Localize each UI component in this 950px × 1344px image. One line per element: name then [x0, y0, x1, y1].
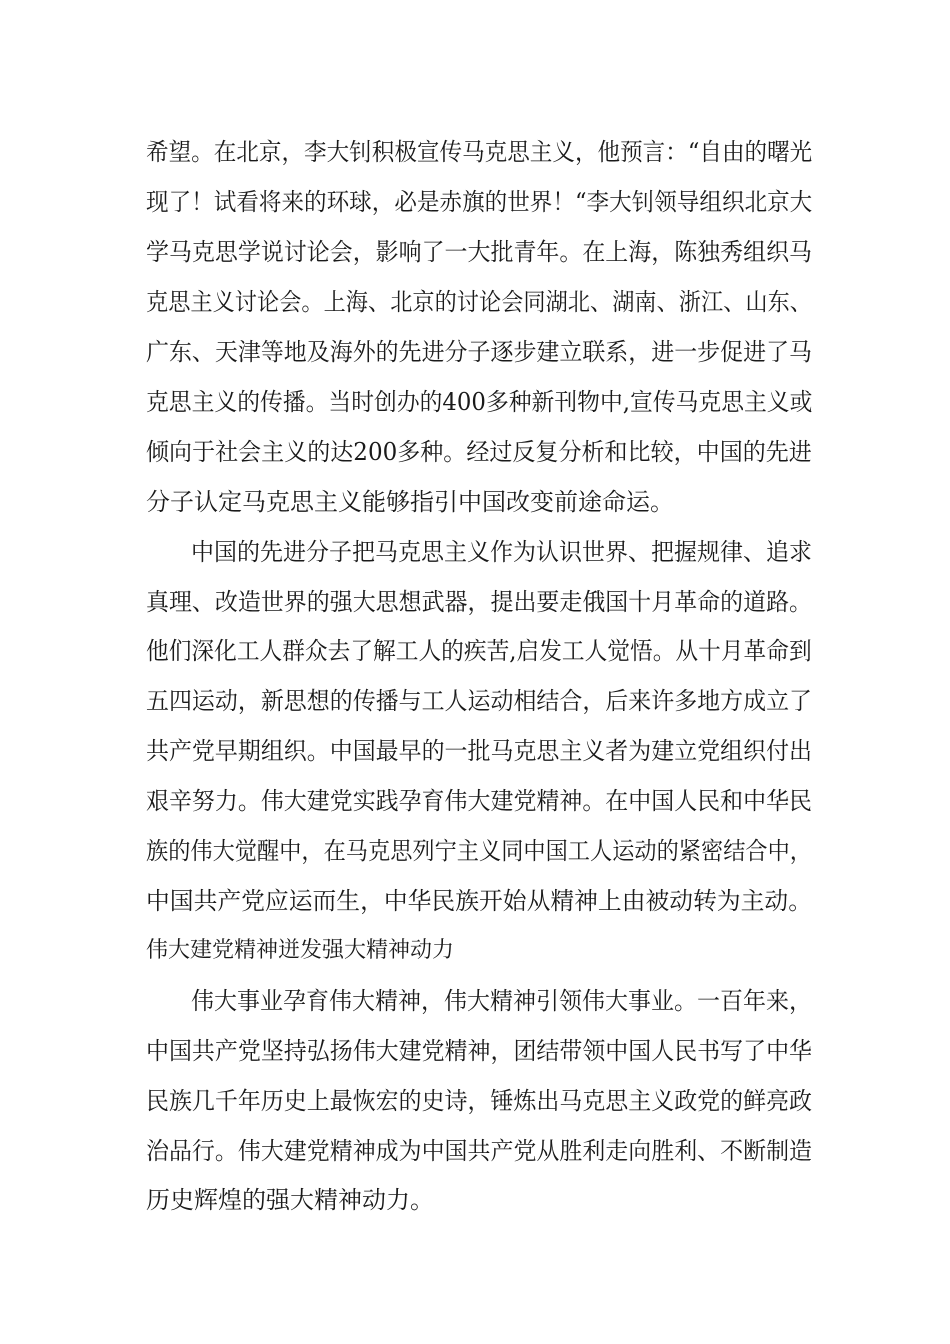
paragraph-1-line-5: 广东、天津等地及海外的先进分子逐步建立联系，进一步促进了马 [146, 338, 812, 366]
paragraph-1-line-2: 现了！试看将来的环球，必是赤旗的世界！“李大钊领导组织北京大 [146, 188, 813, 216]
paragraph-3-line-3: 民族几千年历史上最恢宏的史诗，锤炼出马克思主义政党的鲜亮政 [146, 1087, 812, 1115]
paragraph-1-line-8: 分子认定马克思主义能够指引中国改变前途命运。 [146, 488, 674, 516]
paragraph-3-line-1: 伟大事业孕育伟大精神，伟大精神引领伟大事业。一百年来， [191, 987, 812, 1015]
paragraph-1-line-7: 倾向于社会主义的达200多种。经过反复分析和比较，中国的先进 [146, 438, 812, 466]
paragraph-1-line-6: 克思主义的传播。当时创办的400多种新刊物中,宣传马克思主义或 [146, 388, 813, 416]
paragraph-3-line-2: 中国共产党坚持弘扬伟大建党精神，团结带领中国人民书写了中华 [146, 1037, 812, 1065]
paragraph-2-line-8: 中国共产党应运而生，中华民族开始从精神上由被动转为主动。 [146, 887, 812, 915]
paragraph-2-line-2: 真理、改造世界的强大思想武器，提出要走俄国十月革命的道路。 [146, 588, 812, 616]
paragraph-1-line-1: 希望。在北京，李大钊积极宣传马克思主义，他预言：“自由的曙光 [146, 138, 813, 166]
paragraph-2-line-4: 五四运动，新思想的传播与工人运动相结合，后来许多地方成立了 [146, 687, 812, 715]
section-heading: 伟大建党精神迸发强大精神动力 [146, 938, 455, 963]
paragraph-3-line-4: 治品行。伟大建党精神成为中国共产党从胜利走向胜利、不断制造 [146, 1137, 812, 1165]
paragraph-2-line-1: 中国的先进分子把马克思主义作为认识世界、把握规律、追求 [191, 538, 812, 566]
paragraph-2-line-3: 他们深化工人群众去了解工人的疾苦,启发工人觉悟。从十月革命到 [146, 637, 812, 665]
paragraph-2-line-7: 族的伟大觉醒中，在马克思列宁主义同中国工人运动的紧密结合中， [146, 837, 812, 865]
paragraph-3-line-5: 历史辉煌的强大精神动力。 [146, 1186, 434, 1214]
paragraph-1-line-3: 学马克思学说讨论会，影响了一大批青年。在上海，陈独秀组织马 [146, 238, 812, 266]
paragraph-1-line-4: 克思主义讨论会。上海、北京的讨论会同湖北、湖南、浙江、山东、 [146, 288, 812, 316]
paragraph-2-line-5: 共产党早期组织。中国最早的一批马克思主义者为建立党组织付出 [146, 737, 812, 765]
paragraph-2-line-6: 艰辛努力。伟大建党实践孕育伟大建党精神。在中国人民和中华民 [146, 787, 812, 815]
